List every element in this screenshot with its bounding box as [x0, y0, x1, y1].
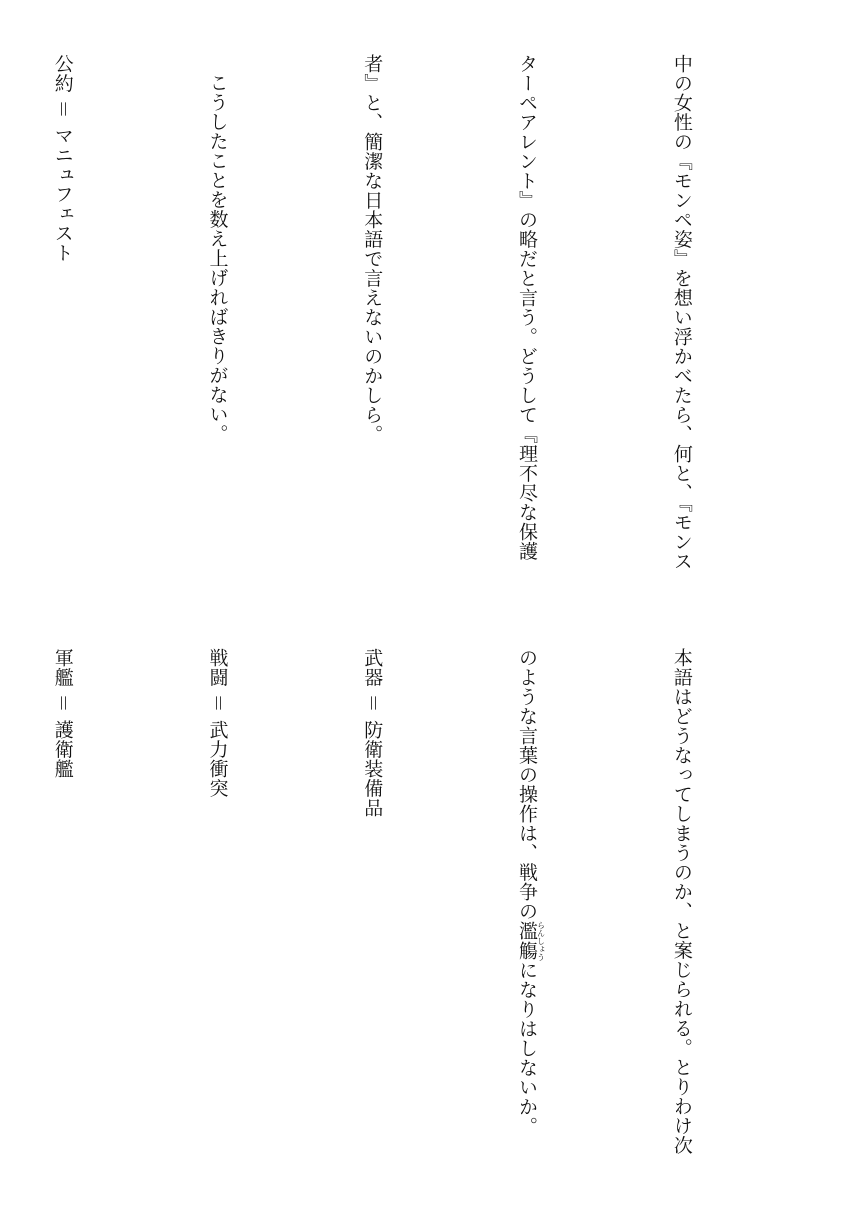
text-line: 武器 ＝ 防衛装備品: [361, 648, 384, 818]
text-line-with-ruby: [500, 648, 552, 1188]
text-line: 中の女性の『モンペ姿』を想い浮かべたら、何と、『モンス: [670, 54, 693, 571]
bottom-text-block: [51, 648, 810, 1188]
text-line: こうしたことを数え上げればきりがない。: [206, 73, 229, 444]
text-line: 本語はどうなってしまうのか、と案じられる。とりわけ次: [670, 648, 693, 1155]
text-line: ターペアレント』の略だと言う。どうして『理不尽な保護: [516, 54, 539, 561]
text-line: 戦闘 ＝ 武力衝突: [206, 648, 229, 798]
ruby-base: 濫觴: [516, 920, 539, 961]
ruby-reading: らんしょう: [536, 920, 546, 961]
text-line: 軍艦 ＝ 護衛艦: [51, 648, 74, 779]
text-line: 公約 ＝ マニュフェスト: [51, 54, 74, 263]
text-segment: になりはしないか。: [516, 960, 539, 1136]
text-segment: のような言葉の操作は、戦争の: [516, 648, 539, 921]
text-line: 者』と、簡潔な日本語で言えないのかしら。: [361, 54, 384, 444]
ruby-word: [516, 920, 546, 961]
top-text-block: [51, 54, 810, 594]
